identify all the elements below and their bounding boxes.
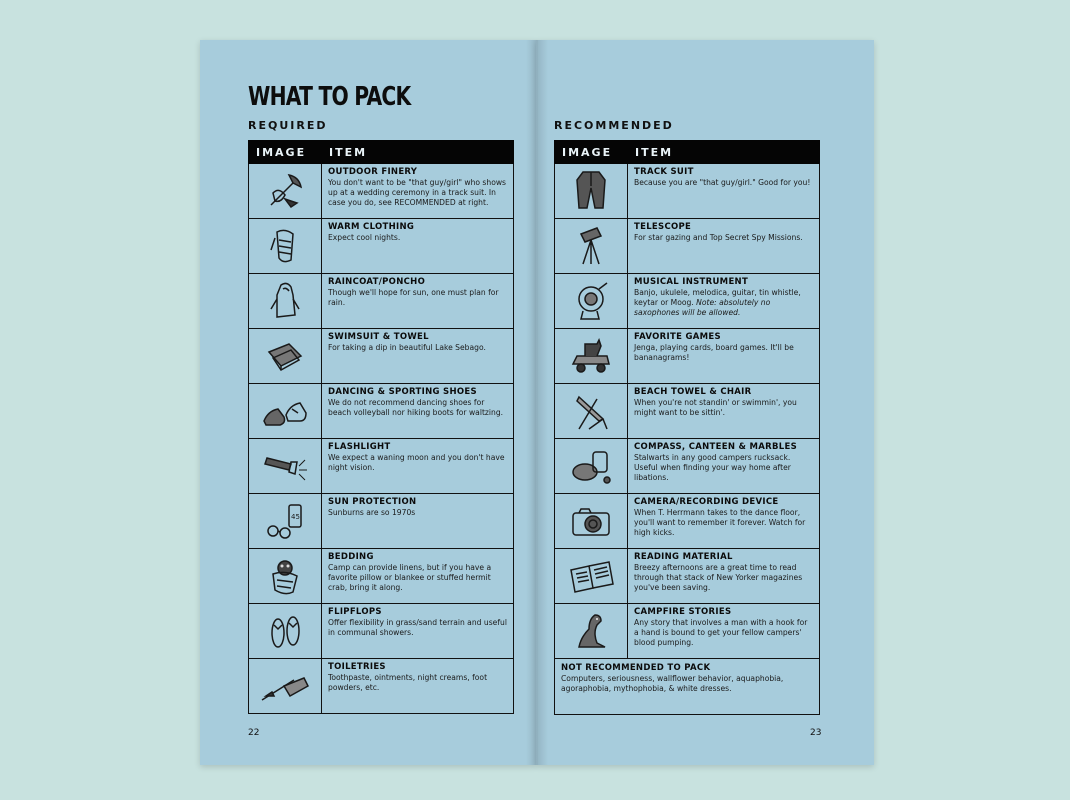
item-description: Camp can provide linens, but if you have a favorite pillow or blankee or stuffed hermit crab, bring it along. xyxy=(328,563,492,592)
image-cell xyxy=(249,384,322,439)
svg-text:45: 45 xyxy=(291,513,300,521)
canteen-compass-icon xyxy=(567,444,615,488)
item-description-text: Banjo, ukulele, melodica, guitar, tin whistle, keytar or Moog. xyxy=(634,288,801,307)
table-row xyxy=(555,439,820,494)
header-image: IMAGE xyxy=(249,141,322,164)
item-cell xyxy=(322,604,514,659)
image-cell xyxy=(249,219,322,274)
table-row xyxy=(555,549,820,604)
table-header-row xyxy=(555,141,820,164)
item-description: Any story that involves a man with a hook for a hand is bound to get your fellow campers' blood pumping. xyxy=(634,618,808,647)
item-cell xyxy=(322,659,514,714)
section-heading-recommended: RECOMMENDED xyxy=(554,119,674,132)
item-name: SUN PROTECTION xyxy=(328,497,417,507)
image-cell xyxy=(249,274,322,329)
item-note: Note: absolutely no saxophones will be allowed. xyxy=(634,298,771,317)
sweater-icon xyxy=(263,224,307,268)
image-cell xyxy=(555,549,628,604)
image-cell xyxy=(555,494,628,549)
sunscreen-glasses-icon xyxy=(261,499,309,543)
item-cell xyxy=(322,219,514,274)
item-cell xyxy=(322,549,514,604)
item-description: Though we'll hope for sun, one must plan for rain. xyxy=(328,288,499,307)
item-name: TRACK SUIT xyxy=(634,167,694,177)
umbrella-clothing-icon xyxy=(263,169,307,213)
image-cell xyxy=(249,439,322,494)
image-cell xyxy=(555,219,628,274)
table-row xyxy=(555,219,820,274)
item-cell xyxy=(322,494,514,549)
item-description: For star gazing and Top Secret Spy Missions. xyxy=(634,233,803,242)
flipflops-icon xyxy=(263,609,307,653)
image-cell xyxy=(249,604,322,659)
left-page xyxy=(200,40,536,765)
item-cell xyxy=(628,384,820,439)
image-cell xyxy=(555,604,628,659)
table-row xyxy=(555,494,820,549)
sea-lion-icon xyxy=(569,609,613,653)
item-description: When T. Herrmann takes to the dance floor, you'll want to remember it forever. Watch for high kicks. xyxy=(634,508,806,537)
image-cell xyxy=(249,494,322,549)
item-cell xyxy=(628,329,820,384)
item-cell xyxy=(322,274,514,329)
item-cell xyxy=(628,439,820,494)
item-description: We expect a waning moon and you don't have night vision. xyxy=(328,453,505,472)
header-item: ITEM xyxy=(628,141,820,164)
item-description: Offer flexibility in grass/sand terrain and useful in communal showers. xyxy=(328,618,507,637)
item-name: CAMPFIRE STORIES xyxy=(634,607,732,617)
item-cell xyxy=(628,604,820,659)
item-cell xyxy=(628,164,820,219)
table-row xyxy=(249,219,514,274)
table-row xyxy=(555,164,820,219)
toy-car-dog-icon xyxy=(567,334,615,378)
image-cell xyxy=(555,439,628,494)
item-name: MUSICAL INSTRUMENT xyxy=(634,277,749,287)
item-cell xyxy=(322,329,514,384)
header-item: ITEM xyxy=(322,141,514,164)
table-row xyxy=(249,164,514,219)
table-row xyxy=(249,329,514,384)
page-number-right: 23 xyxy=(810,728,822,738)
item-description: For taking a dip in beautiful Lake Sebago. xyxy=(328,343,486,352)
table-row xyxy=(249,494,514,549)
image-cell xyxy=(249,164,322,219)
table-row xyxy=(249,439,514,494)
table-row xyxy=(249,549,514,604)
table-row xyxy=(249,274,514,329)
item-name: FLASHLIGHT xyxy=(328,442,391,452)
item-name: DANCING & SPORTING SHOES xyxy=(328,387,477,397)
not-recommended-description: Computers, seriousness, wallflower behavior, aquaphobia, agoraphobia, mythophobia, & white dresses. xyxy=(561,674,784,693)
item-description: Sunburns are so 1970s xyxy=(328,508,416,517)
item-name: SWIMSUIT & TOWEL xyxy=(328,332,429,342)
image-cell xyxy=(555,384,628,439)
header-image: IMAGE xyxy=(555,141,628,164)
shoes-icon xyxy=(260,391,310,431)
required-table xyxy=(248,140,514,714)
raincoat-icon xyxy=(263,279,307,323)
page-number-left: 22 xyxy=(248,728,260,738)
table-row xyxy=(249,604,514,659)
item-name: CAMERA/RECORDING DEVICE xyxy=(634,497,779,507)
telescope-icon xyxy=(569,224,613,268)
table-row xyxy=(555,659,820,715)
item-description: We do not recommend dancing shoes for beach volleyball nor hiking boots for waltzing. xyxy=(328,398,504,417)
beach-chair-icon xyxy=(569,389,613,433)
item-cell xyxy=(628,549,820,604)
item-description: Because you are "that guy/girl." Good for you! xyxy=(634,178,811,187)
table-row xyxy=(555,384,820,439)
flashlight-icon xyxy=(261,446,309,486)
item-cell xyxy=(322,439,514,494)
image-cell xyxy=(555,274,628,329)
table-row xyxy=(555,274,820,329)
item-cell xyxy=(322,164,514,219)
item-description: Jenga, playing cards, board games. It'll be bananagrams! xyxy=(634,343,794,362)
towel-icon xyxy=(263,334,307,378)
table-row xyxy=(555,604,820,659)
item-cell xyxy=(322,384,514,439)
not-recommended-title: NOT RECOMMENDED TO PACK xyxy=(561,663,711,673)
item-name: FAVORITE GAMES xyxy=(634,332,721,342)
item-name: FLIPFLOPS xyxy=(328,607,382,617)
item-name: OUTDOOR FINERY xyxy=(328,167,418,177)
item-description: Toothpaste, ointments, night creams, foot powders, etc. xyxy=(328,673,488,692)
item-description xyxy=(634,288,813,318)
image-cell xyxy=(249,549,322,604)
recommended-table xyxy=(554,140,820,715)
spine-fold xyxy=(526,40,548,765)
item-name: BEACH TOWEL & CHAIR xyxy=(634,387,752,397)
item-name: BEDDING xyxy=(328,552,374,562)
table-row xyxy=(249,659,514,714)
item-description: Stalwarts in any good campers rucksack. Useful when finding your way home after libations. xyxy=(634,453,791,482)
toothpaste-icon xyxy=(258,666,312,706)
not-recommended-cell xyxy=(555,659,820,715)
item-description: When you're not standin' or swimmin', you might want to be sittin'. xyxy=(634,398,797,417)
table-header-row xyxy=(249,141,514,164)
item-description: Expect cool nights. xyxy=(328,233,401,242)
track-suit-icon xyxy=(569,168,613,214)
item-cell xyxy=(628,494,820,549)
item-name: TELESCOPE xyxy=(634,222,692,232)
item-description: Breezy afternoons are a great time to read through that stack of New Yorker magazines you've been saving. xyxy=(634,563,803,592)
item-name: COMPASS, CANTEEN & MARBLES xyxy=(634,442,797,452)
item-name: READING MATERIAL xyxy=(634,552,733,562)
item-cell xyxy=(628,274,820,329)
page-title: WHAT TO PACK xyxy=(248,82,411,112)
table-row xyxy=(555,329,820,384)
booklet-spread xyxy=(200,40,874,765)
item-name: WARM CLOTHING xyxy=(328,222,415,232)
image-cell xyxy=(555,329,628,384)
item-name: RAINCOAT/PONCHO xyxy=(328,277,426,287)
image-cell xyxy=(249,329,322,384)
open-book-icon xyxy=(567,556,615,596)
item-description: You don't want to be "that guy/girl" who shows up at a wedding ceremony in a track suit. In case you do, see RECOMMENDED at right. xyxy=(328,178,507,207)
section-heading-required: REQUIRED xyxy=(248,119,328,132)
item-name: TOILETRIES xyxy=(328,662,386,672)
image-cell xyxy=(249,659,322,714)
item-cell xyxy=(628,219,820,274)
bedding-crab-icon xyxy=(263,554,307,598)
table-row xyxy=(249,384,514,439)
tuba-icon xyxy=(569,279,613,323)
camera-icon xyxy=(567,501,615,541)
image-cell xyxy=(555,164,628,219)
